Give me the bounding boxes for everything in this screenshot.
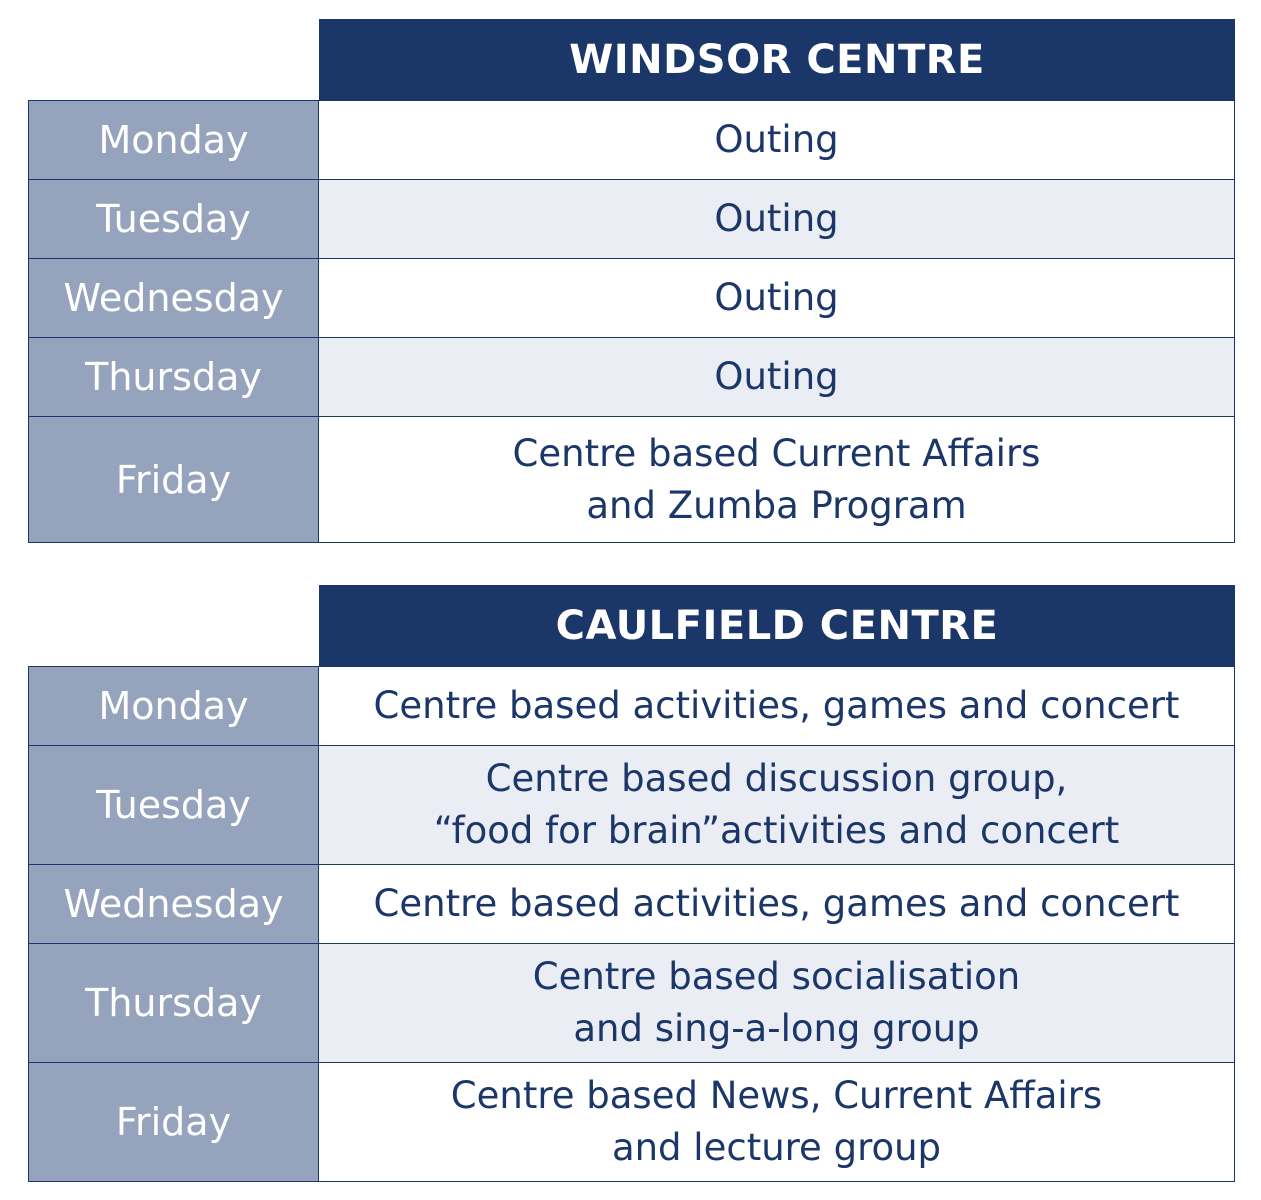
caulfield-row-monday: [28, 667, 1235, 746]
activity-cell: Outing: [319, 259, 1234, 337]
windsor-schedule: [28, 19, 1235, 543]
windsor-row-friday: [28, 417, 1235, 543]
activity-cell: Outing: [319, 101, 1234, 179]
day-label: Friday: [29, 1063, 319, 1181]
windsor-rows: [28, 100, 1235, 543]
day-label: Thursday: [29, 338, 319, 416]
activity-cell: Centre based socialisation and sing-a-long group: [319, 944, 1234, 1062]
day-label: Monday: [29, 101, 319, 179]
activity-cell: Centre based activities, games and concert: [319, 865, 1234, 943]
activity-cell: Outing: [319, 180, 1234, 258]
caulfield-schedule: [28, 585, 1235, 1182]
day-label: Monday: [29, 667, 319, 745]
windsor-title: WINDSOR CENTRE: [319, 19, 1235, 100]
caulfield-row-thursday: [28, 944, 1235, 1063]
day-label: Wednesday: [29, 865, 319, 943]
activity-cell: Outing: [319, 338, 1234, 416]
windsor-row-monday: [28, 101, 1235, 180]
activity-cell: Centre based News, Current Affairs and lecture group: [319, 1063, 1234, 1181]
day-label: Friday: [29, 417, 319, 542]
activity-cell: Centre based activities, games and concert: [319, 667, 1234, 745]
day-label: Tuesday: [29, 180, 319, 258]
day-label: Thursday: [29, 944, 319, 1062]
caulfield-rows: [28, 666, 1235, 1182]
caulfield-row-tuesday: [28, 746, 1235, 865]
windsor-row-thursday: [28, 338, 1235, 417]
caulfield-row-wednesday: [28, 865, 1235, 944]
caulfield-title: CAULFIELD CENTRE: [319, 585, 1235, 666]
day-label: Tuesday: [29, 746, 319, 864]
windsor-row-wednesday: [28, 259, 1235, 338]
windsor-row-tuesday: [28, 180, 1235, 259]
day-label: Wednesday: [29, 259, 319, 337]
caulfield-row-friday: [28, 1063, 1235, 1182]
activity-cell: Centre based Current Affairs and Zumba Program: [319, 417, 1234, 542]
activity-cell: Centre based discussion group, “food for brain”activities and concert: [319, 746, 1234, 864]
